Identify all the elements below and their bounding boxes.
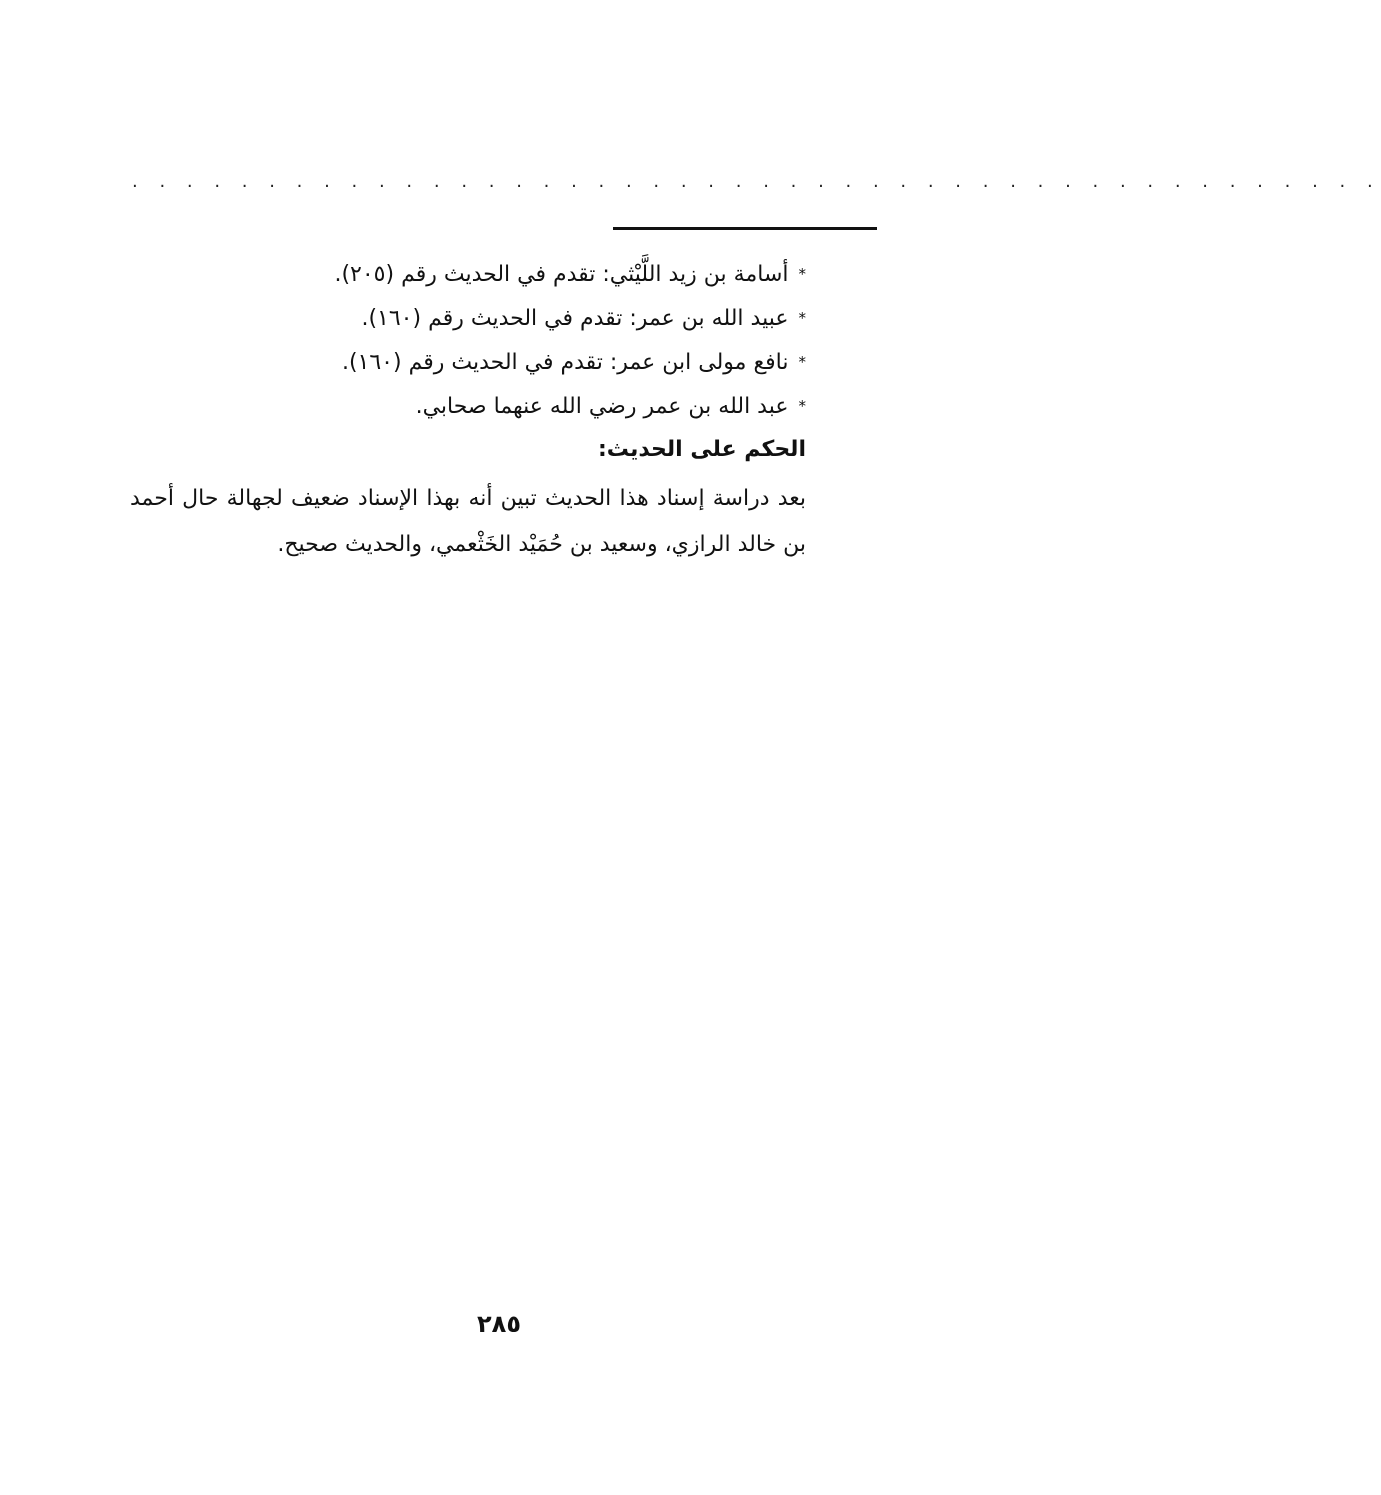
page-content	[130, 252, 806, 568]
asterisk-icon: *	[798, 265, 806, 283]
ruling-paragraph: بعد دراسة إسناد هذا الحديث تبين أنه بهذا الإسناد ضعيف لجهالة حال أحمد بن خالد الرازي، وسعيد بن حُمَيْد الخَثْعمي، والحديث صحيح.	[130, 486, 806, 557]
asterisk-icon: *	[798, 353, 806, 371]
narrator-item-ubaidullah	[130, 296, 806, 340]
ruling-heading: الحكم على الحديث:	[597, 437, 806, 462]
narrator-item-text: أسامة بن زيد اللَّيْثي: تقدم في الحديث رقم (٢٠٥).	[334, 262, 789, 287]
narrator-item-nafi	[130, 340, 806, 384]
narrator-item-text: نافع مولى ابن عمر: تقدم في الحديث رقم (١٦٠).	[341, 350, 789, 375]
asterisk-icon: *	[798, 397, 806, 415]
section-rule	[613, 227, 877, 230]
dotted-separator: . . . . . . . . . . . . . . . . . . . . . . . . . . . . . . . . . . . . . . . . . . . . . .	[132, 171, 1381, 192]
narrator-item-text: عبيد الله بن عمر: تقدم في الحديث رقم (١٦٠).	[361, 306, 789, 331]
asterisk-icon: *	[798, 309, 806, 327]
page-number: ٢٨٥	[477, 1310, 521, 1338]
narrator-item-text: عبد الله بن عمر رضي الله عنهما صحابي.	[415, 394, 789, 419]
narrator-item-usama	[130, 252, 806, 296]
narrator-item-abdullah	[130, 384, 806, 428]
